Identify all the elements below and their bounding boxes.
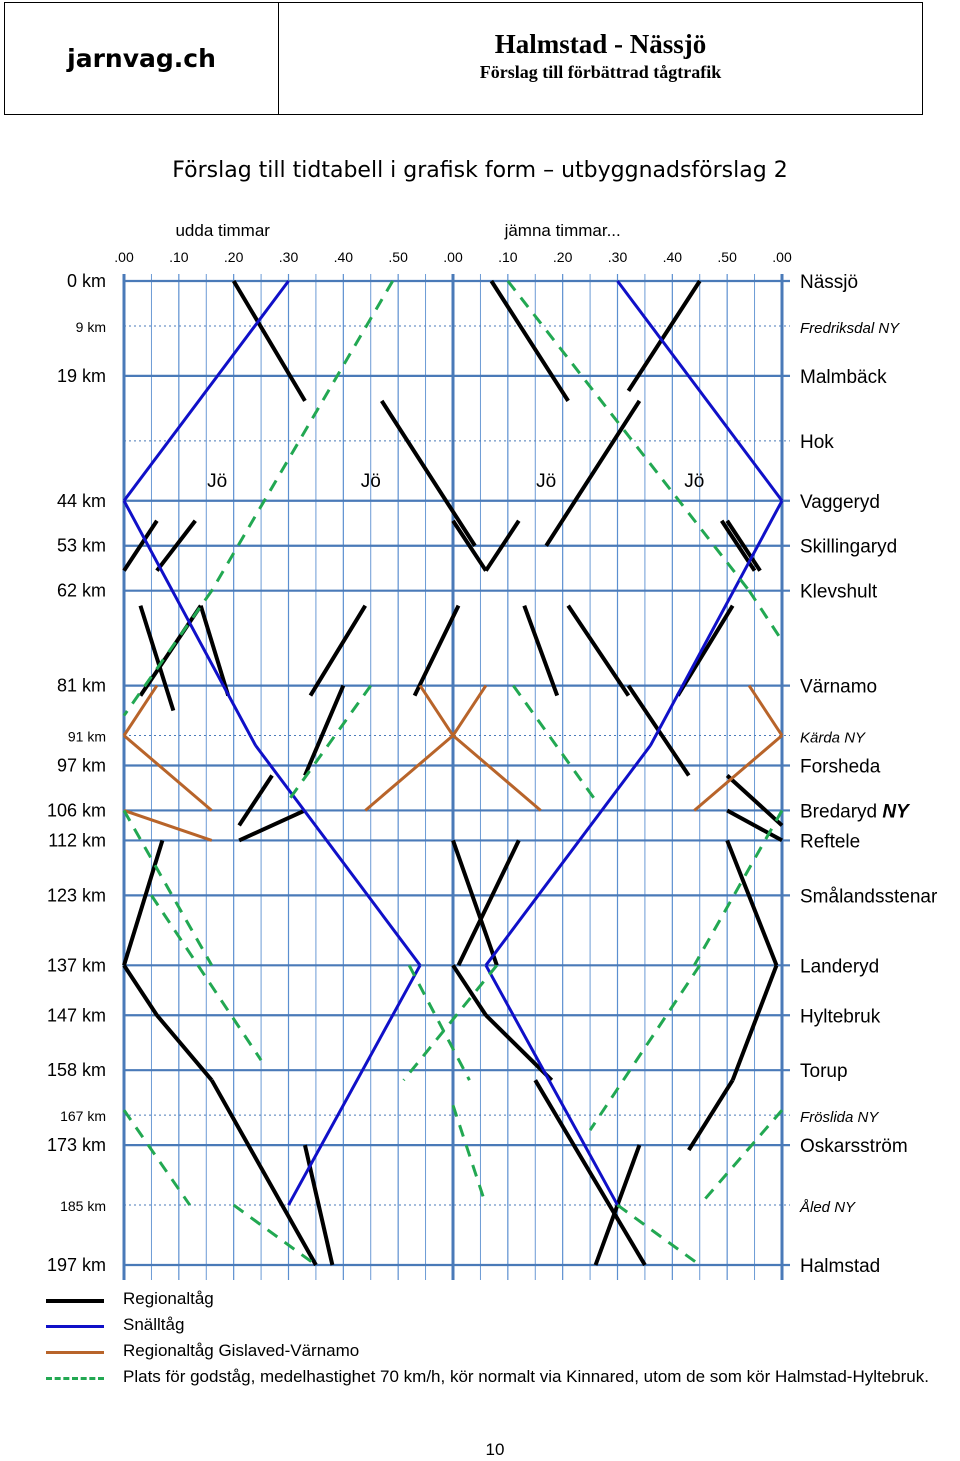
km-label: 53 km xyxy=(56,535,106,556)
station-label: Halmstad xyxy=(800,1256,881,1277)
train-path-gods xyxy=(700,1110,782,1205)
x-tick-label: .10 xyxy=(169,249,189,265)
train-path-gods xyxy=(508,281,749,591)
station-label: Nässjö xyxy=(800,272,859,293)
station-label: Oskarsström xyxy=(800,1136,908,1158)
station-label: Forsheda xyxy=(800,756,881,778)
legend-label-snalltag: Snälltåg xyxy=(123,1315,185,1334)
station-label: Torup xyxy=(800,1061,848,1083)
legend-label-regional: Regionaltåg xyxy=(123,1289,214,1308)
train-path-regional xyxy=(382,401,475,546)
train-path-gods xyxy=(234,1205,316,1265)
station-label: Åled NY xyxy=(800,1199,856,1217)
station-label: Värnamo xyxy=(800,676,878,698)
train-path-gods xyxy=(124,1110,190,1205)
km-label: 97 km xyxy=(56,755,106,776)
km-label: 167 km xyxy=(60,1108,106,1125)
km-label: 62 km xyxy=(56,580,106,601)
legend-label-gislaved: Regionaltåg Gislaved-Värnamo xyxy=(123,1341,360,1360)
train-path-regional xyxy=(568,606,628,696)
train-path-regional xyxy=(546,401,639,546)
train-path-gislaved xyxy=(365,736,453,811)
km-label: 158 km xyxy=(46,1060,106,1081)
x-tick-label: .40 xyxy=(333,249,354,265)
station-label: Vaggeryd xyxy=(800,491,880,513)
station-label: Bredaryd NY xyxy=(800,801,911,822)
train-path-gods xyxy=(124,810,212,965)
km-label: 147 km xyxy=(46,1005,106,1026)
x-tick-label: .30 xyxy=(278,249,299,265)
legend-swatch-gods xyxy=(46,1377,104,1380)
legend-swatch-snalltag xyxy=(46,1325,104,1328)
site-name: jarnvag.ch xyxy=(5,3,279,114)
train-path-regional xyxy=(453,965,486,1015)
x-tick-label: .20 xyxy=(223,249,244,265)
crossing-annotation: Jö xyxy=(207,470,228,492)
station-label: Fredriksdal NY xyxy=(800,319,900,337)
train-path-regional xyxy=(239,810,305,840)
station-label-suffix: NY xyxy=(877,801,909,823)
km-label: 173 km xyxy=(46,1135,106,1156)
train-path-gods xyxy=(409,965,469,1080)
station-label: Malmbäck xyxy=(800,366,887,388)
train-path-gislaved xyxy=(749,686,782,736)
km-label: 0 km xyxy=(66,271,106,291)
train-path-gods xyxy=(513,686,595,801)
km-label: 19 km xyxy=(56,365,106,386)
train-path-regional xyxy=(140,606,173,711)
station-label: Hyltebruk xyxy=(800,1006,881,1028)
train-path-gislaved xyxy=(124,736,212,811)
x-group-label: udda timmar xyxy=(175,221,270,240)
km-label: 106 km xyxy=(46,800,106,821)
legend-item-gislaved xyxy=(40,1340,955,1366)
x-tick-label: .00 xyxy=(443,249,463,265)
train-path-regional xyxy=(239,775,272,825)
x-tick-label: .50 xyxy=(717,249,737,265)
legend-swatch-regional xyxy=(46,1299,104,1303)
header-subtitle: Förslag till förbättrad tågtrafik xyxy=(479,62,722,82)
km-label: 91 km xyxy=(67,728,106,745)
x-tick-label: .30 xyxy=(607,249,628,265)
train-path-gods xyxy=(289,686,371,801)
train-path-gods xyxy=(212,281,393,591)
x-tick-label: .00 xyxy=(772,249,792,265)
km-label: 9 km xyxy=(75,318,106,335)
x-tick-label: .40 xyxy=(662,249,683,265)
train-path-regional xyxy=(491,281,568,401)
station-label: Hok xyxy=(800,431,834,453)
train-path-gods xyxy=(749,591,782,641)
station-label: Skillingaryd xyxy=(800,536,898,558)
km-label: 81 km xyxy=(56,675,106,696)
x-group-label: jämna timmar... xyxy=(504,221,621,240)
page-number: 10 xyxy=(485,1440,505,1459)
legend-label-gods: Plats för godståg, medelhastighet 70 km/h, kör normalt via Kinnared, utom de som kör Halmstad-Hyltebruk. xyxy=(123,1367,929,1386)
x-tick-label: .20 xyxy=(552,249,573,265)
station-label: Landeryd xyxy=(800,956,880,978)
km-label: 44 km xyxy=(56,490,106,511)
train-path-gislaved xyxy=(420,686,453,736)
km-label: 197 km xyxy=(46,1255,106,1275)
x-tick-label: .10 xyxy=(498,249,518,265)
train-path-snalltag xyxy=(486,965,618,1205)
km-label: 137 km xyxy=(46,955,106,976)
train-path-regional xyxy=(310,606,365,696)
x-tick-label: .00 xyxy=(114,249,134,265)
station-label: Klevshult xyxy=(800,581,878,603)
km-label: 185 km xyxy=(60,1198,106,1215)
crossing-annotation: Jö xyxy=(360,470,381,492)
crossing-annotation: Jö xyxy=(684,470,705,492)
station-label: Kärda NY xyxy=(800,729,866,747)
legend-item-snalltag xyxy=(40,1314,955,1340)
km-label: 112 km xyxy=(48,830,106,851)
legend-swatch-gislaved xyxy=(46,1351,104,1354)
crossing-annotation: Jö xyxy=(536,470,557,492)
train-path-snalltag xyxy=(650,501,782,746)
train-path-snalltag xyxy=(124,501,256,746)
header-title: Halmstad - Nässjö xyxy=(494,29,707,59)
station-label: Smålandsstenar xyxy=(800,886,938,908)
train-path-gislaved xyxy=(453,736,541,811)
train-path-regional xyxy=(524,606,557,696)
train-path-gods xyxy=(453,1105,486,1205)
train-path-regional xyxy=(305,686,343,776)
station-label: Reftele xyxy=(800,831,861,853)
train-path-gods xyxy=(618,1205,700,1265)
x-tick-label: .50 xyxy=(388,249,408,265)
train-path-regional xyxy=(212,1080,316,1265)
legend-item-gods xyxy=(40,1366,955,1414)
train-path-gislaved xyxy=(453,686,486,736)
document-title: Förslag till tidtabell i grafisk form – utbyggnadsförslag 2 xyxy=(172,158,788,183)
legend xyxy=(40,1288,955,1414)
train-path-regional xyxy=(124,965,157,1015)
train-path-gods xyxy=(404,965,497,1080)
train-path-regional xyxy=(727,840,776,965)
legend-item-regional xyxy=(40,1288,955,1314)
train-path-snalltag xyxy=(289,965,421,1205)
km-label: 123 km xyxy=(46,885,106,906)
train-path-snalltag xyxy=(256,746,421,966)
station-label: Fröslida NY xyxy=(800,1109,879,1127)
train-path-gislaved xyxy=(694,736,782,811)
